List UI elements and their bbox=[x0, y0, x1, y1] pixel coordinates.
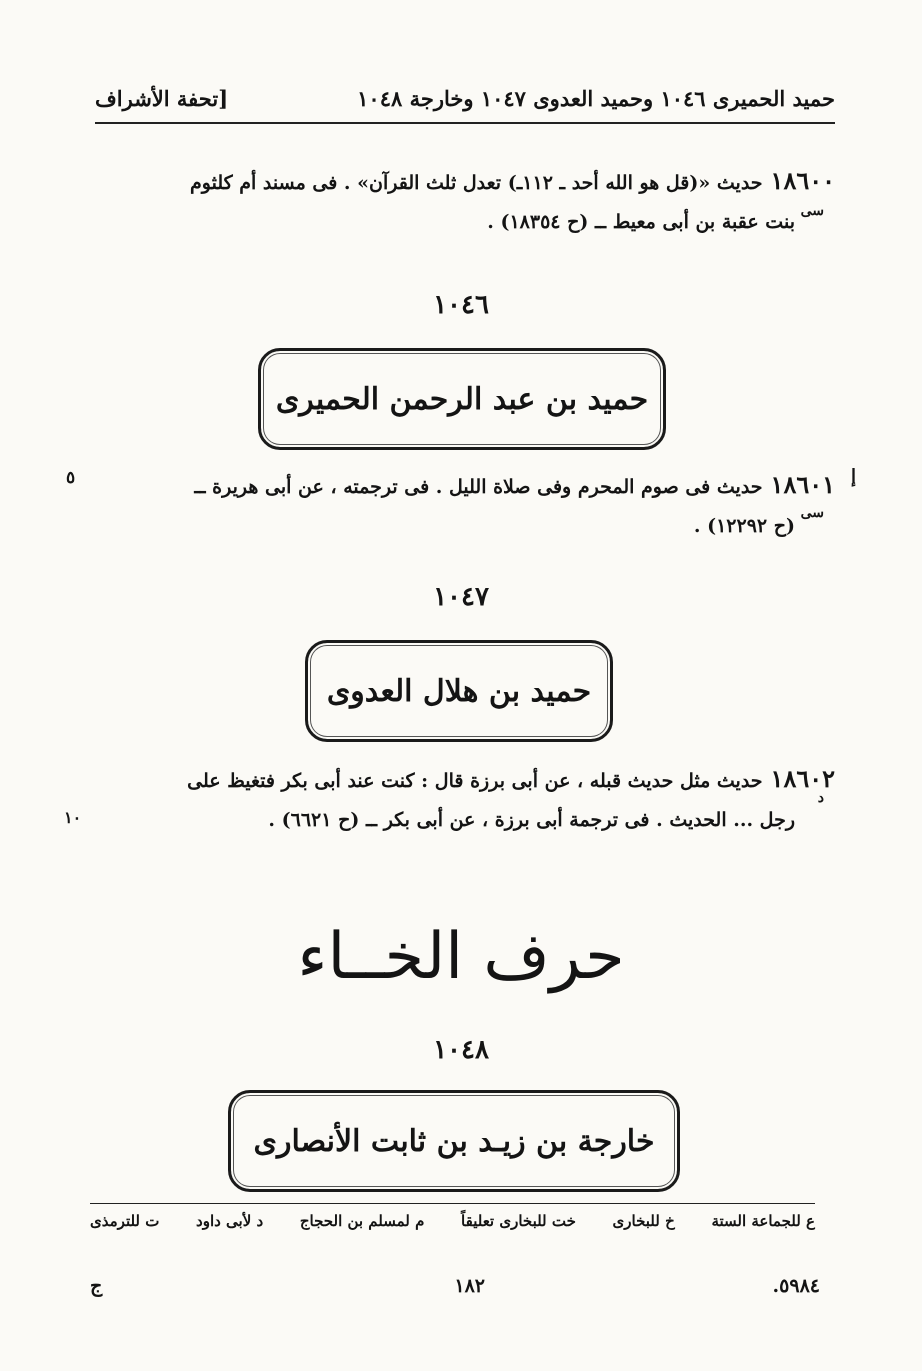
hadith-text: حديث فى صوم المحرم وفى صلاة الليل . فى ترجمته ، عن أبى هريرة ــ bbox=[194, 476, 763, 498]
running-header-book: [تحفة الأشراف bbox=[95, 85, 229, 111]
sigla: د bbox=[817, 790, 824, 806]
section-number: ١٠٤٨ bbox=[433, 1035, 489, 1065]
abbreviation-item: م لمسلم بن الحجاج bbox=[299, 1212, 425, 1230]
hadith-line bbox=[85, 756, 835, 802]
running-header bbox=[95, 78, 835, 118]
section-number: ١٠٤٧ bbox=[433, 582, 489, 612]
narrator-name-box bbox=[228, 1090, 680, 1192]
hadith-18602 bbox=[85, 756, 835, 838]
abbreviation-item: ت للترمذى bbox=[90, 1212, 160, 1230]
hadith-number: ١٨٦٠٠ bbox=[770, 166, 835, 195]
hadith-18601 bbox=[85, 462, 835, 544]
hadith-number: ١٨٦٠١ bbox=[770, 470, 835, 499]
hadith-text: رجل ... الحديث . فى ترجمة أبى برزة ، عن أبى بكر ــ (ح ٦٦٢١) . bbox=[268, 808, 795, 831]
hadith-text: حديث «(قل هو الله أحد ـ ١١٢ـ) تعدل ثلث القرآن» . فى مسند أم كلثوم bbox=[190, 172, 763, 194]
hadith-text: بنت عقبة بن أبى معيط ــ (ح ١٨٣٥٤) . bbox=[487, 210, 795, 233]
footer-rule bbox=[90, 1203, 815, 1204]
narrator-name-box bbox=[258, 348, 666, 450]
sigla: سى bbox=[800, 505, 824, 521]
footer-code: ٥٩٨٤. bbox=[772, 1275, 820, 1297]
abbreviation-item: د لأبى داود bbox=[196, 1212, 264, 1230]
hadith-line bbox=[85, 802, 835, 838]
line-number-marker: ٥ bbox=[66, 468, 76, 488]
section-number: ١٠٤٦ bbox=[433, 290, 489, 320]
page-number: ١٨٢ bbox=[454, 1275, 485, 1297]
hadith-18600 bbox=[85, 158, 835, 240]
margin-mark: إ bbox=[850, 466, 856, 487]
narrator-name-box bbox=[305, 640, 613, 742]
narrator-name: حميد بن هلال العدوى bbox=[326, 673, 592, 709]
hadith-number: ١٨٦٠٢ bbox=[770, 764, 835, 793]
abbreviation-item: خت للبخارى تعليقاً bbox=[461, 1212, 576, 1230]
hadith-text: (ح ١٢٢٩٢) . bbox=[693, 514, 795, 537]
sigla: سى bbox=[800, 203, 824, 219]
footer-volume: ج bbox=[90, 1275, 103, 1297]
letter-heading: حرف الخــاء bbox=[297, 920, 625, 994]
line-number-marker: ١٠ bbox=[64, 808, 82, 827]
hadith-line bbox=[85, 204, 835, 240]
hadith-line bbox=[85, 508, 835, 544]
abbreviation-item: خ للبخارى bbox=[612, 1212, 675, 1230]
narrator-name: حميد بن عبد الرحمن الحميرى bbox=[275, 381, 649, 417]
abbreviation-key bbox=[90, 1212, 815, 1230]
running-header-title: حميد الحميرى ١٠٤٦ وحميد العدوى ١٠٤٧ وخارجة ١٠٤٨ bbox=[357, 85, 835, 111]
hadith-line bbox=[85, 158, 835, 204]
abbreviation-item: ع للجماعة الستة bbox=[711, 1212, 815, 1230]
hadith-line bbox=[85, 462, 835, 508]
header-rule bbox=[95, 122, 835, 124]
narrator-name: خارجة بن زيـد بن ثابت الأنصارى bbox=[253, 1123, 655, 1159]
hadith-text: حديث مثل حديث قبله ، عن أبى برزة قال : كنت عند أبى بكر فتغيظ على bbox=[187, 770, 763, 792]
